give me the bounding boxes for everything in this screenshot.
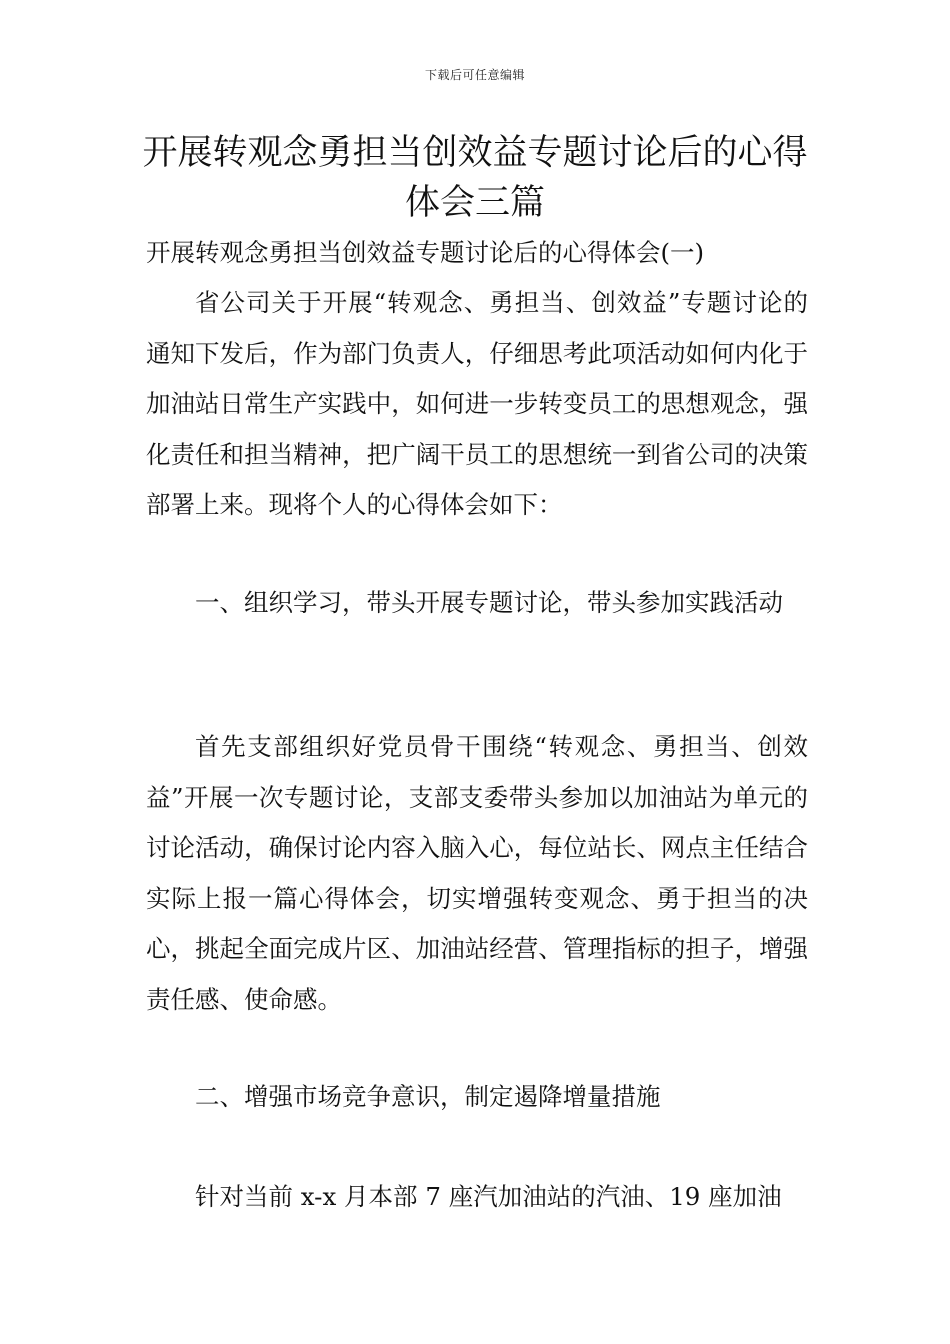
- section-heading-one: 一、组织学习，带头开展专题讨论，带头参加实践活动: [195, 588, 783, 617]
- intro-paragraph: 省公司关于开展“转观念、勇担当、创效益”专题讨论的通知下发后，作为部门负责人，仔细思考此项活动如何内化于加油站日常生产实践中，如何进一步转变员工的思想观念，强化责任和担当精神，把广阔干员工的思想统一到省公司的决策部署上来。现将个人的心得体会如下：: [146, 288, 808, 519]
- section-heading-two: 二、增强市场竞争意识，制定遏降增量措施: [195, 1082, 661, 1111]
- header-note: 下载后可任意编辑: [424, 68, 525, 82]
- document-title: 开展转观念勇担当创效益专题讨论后的心得体会三篇: [142, 133, 808, 223]
- document-subtitle: 开展转观念勇担当创效益专题讨论后的心得体会(一): [146, 238, 705, 267]
- section-one-paragraph: 首先支部组织好党员骨干围绕“转观念、勇担当、创效益”开展一次专题讨论，支部支委带头参加以加油站为单元的讨论活动，确保讨论内容入脑入心，每位站长、网点主任结合实际上报一篇心得体会，切实增强转变观念、勇于担当的决心，挑起全面完成片区、加油站经营、管理指标的担子，增强责任感、使命感。: [146, 732, 808, 1014]
- section-two-paragraph: 针对当前 x-x 月本部 7 座汽加油站的汽油、19 座加油: [195, 1182, 782, 1211]
